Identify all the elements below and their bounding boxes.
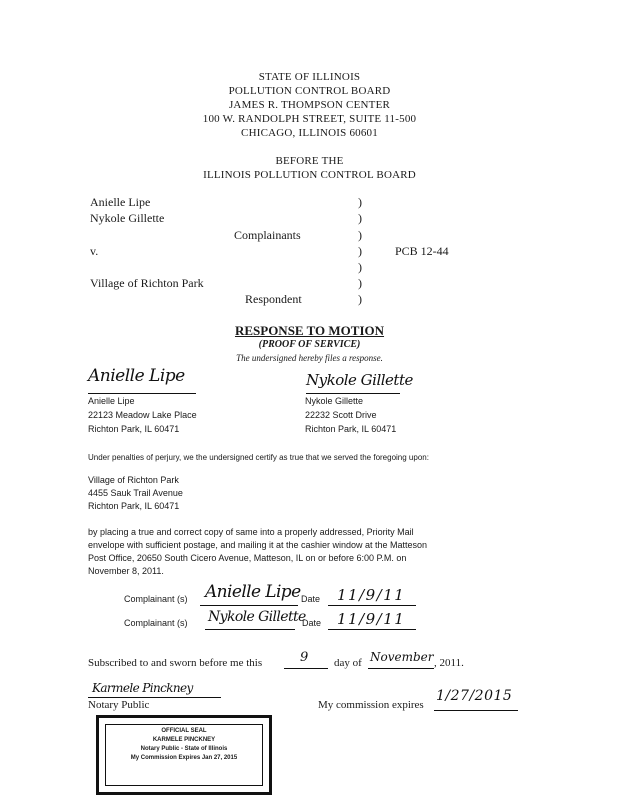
notary-month-line: [368, 668, 434, 669]
caption-paren: ): [358, 244, 362, 258]
respondent-name: Village of Richton Park: [90, 276, 204, 290]
caption-paren: ): [358, 276, 362, 290]
complainant-signature-1: Anielle Lipe: [205, 582, 301, 602]
caption-paren: ): [358, 195, 362, 209]
caption-paren: ): [358, 260, 362, 274]
complainant-date-line-1: [328, 605, 416, 606]
complainant-date-2: 11/9/11: [337, 610, 406, 628]
complainant-date-line-2: [328, 629, 416, 630]
served-party-address1: 4455 Sauk Trail Avenue: [88, 488, 183, 498]
complainant-signature-line-2: [205, 629, 295, 630]
served-party-name: Village of Richton Park: [88, 475, 179, 485]
commission-line: [434, 710, 518, 711]
notary-day-label: day of: [334, 657, 362, 669]
subscribed-text: Subscribed to and sworn before me this: [88, 657, 263, 669]
complainant-date-label-2: Date: [302, 618, 322, 628]
case-number: PCB 12-44: [395, 244, 449, 258]
notary-signature-line: [88, 697, 221, 698]
complainant-signature-2: Nykole Gillette: [208, 609, 306, 625]
official-seal: [96, 715, 272, 795]
right-signer-address1: 22232 Scott Drive: [305, 410, 377, 420]
header-line-center: JAMES R. THOMPSON CENTER: [228, 99, 391, 111]
right-signer-address2: Richton Park, IL 60471: [305, 424, 397, 434]
caption-paren: ): [358, 292, 362, 306]
seal-name: KARMELE PINCKNEY: [152, 737, 216, 743]
commission-value: 1/27/2015: [436, 688, 513, 704]
right-signature: Nykole Gillette: [306, 371, 413, 389]
seal-state: Notary Public - State of Illinois: [140, 746, 228, 752]
document-subtitle: (PROOF OF SERVICE): [258, 339, 361, 350]
complainant-signature-line-1: [200, 605, 298, 606]
complainant-1-name: Anielle Lipe: [90, 195, 151, 209]
header-line-state: STATE OF ILLINOIS: [258, 71, 361, 83]
service-text-line1: by placing a true and correct copy of same into a properly addressed, Priority Mail: [88, 527, 414, 537]
service-text-line4: November 8, 2011.: [88, 566, 164, 576]
seal-title: OFFICIAL SEAL: [161, 728, 207, 734]
notary-public-label: Notary Public: [88, 699, 150, 711]
document-intro: The undersigned hereby files a response.: [236, 353, 383, 363]
header-line-street: 100 W. RANDOLPH STREET, SUITE 11-500: [202, 113, 417, 125]
left-signature: Anielle Lipe: [88, 366, 185, 386]
header-line-city: CHICAGO, ILLINOIS 60601: [241, 127, 378, 139]
commission-label: My commission expires: [318, 699, 424, 711]
right-signature-line: [306, 393, 400, 394]
complainant-label-2: Complainant (s): [124, 618, 188, 628]
notary-day-value: 9: [300, 650, 309, 665]
header-line-board: POLLUTION CONTROL BOARD: [228, 85, 391, 97]
certification-text: Under penalties of perjury, we the undersigned certify as true that we served the foregoing upon:: [88, 453, 429, 462]
header-line-ipcb: ILLINOIS POLLUTION CONTROL BOARD: [203, 169, 416, 181]
header-line-before: BEFORE THE: [275, 155, 344, 167]
caption-paren: ): [358, 228, 362, 242]
served-party-address2: Richton Park, IL 60471: [88, 501, 180, 511]
document-title: RESPONSE TO MOTION: [234, 323, 385, 338]
complainant-date-label-1: Date: [301, 594, 321, 604]
complainant-2-name: Nykole Gillette: [90, 211, 165, 225]
seal-expiration: My Commission Expires Jan 27, 2015: [130, 755, 238, 761]
left-signer-address1: 22123 Meadow Lake Place: [88, 410, 197, 420]
notary-month-value: November: [370, 650, 434, 664]
respondent-label: Respondent: [245, 292, 302, 306]
left-signer-name: Anielle Lipe: [88, 396, 135, 406]
notary-year: , 2011.: [434, 657, 464, 669]
complainant-label-1: Complainant (s): [124, 594, 188, 604]
service-text-line2: envelope with sufficient postage, and mailing it at the cashier window at the Matteson: [88, 540, 428, 550]
right-signer-name: Nykole Gillette: [305, 396, 364, 406]
notary-day-line: [284, 668, 328, 669]
complainant-date-1: 11/9/11: [337, 586, 406, 604]
left-signer-address2: Richton Park, IL 60471: [88, 424, 180, 434]
service-text-line3: Post Office, 20650 South Cicero Avenue, Matteson, IL on or before 6:00 P.M. on: [88, 553, 407, 563]
versus: v.: [90, 244, 99, 258]
left-signature-line: [88, 393, 196, 394]
caption-paren: ): [358, 211, 362, 225]
notary-signature: Karmele Pinckney: [92, 681, 193, 695]
complainants-label: Complainants: [234, 228, 301, 242]
